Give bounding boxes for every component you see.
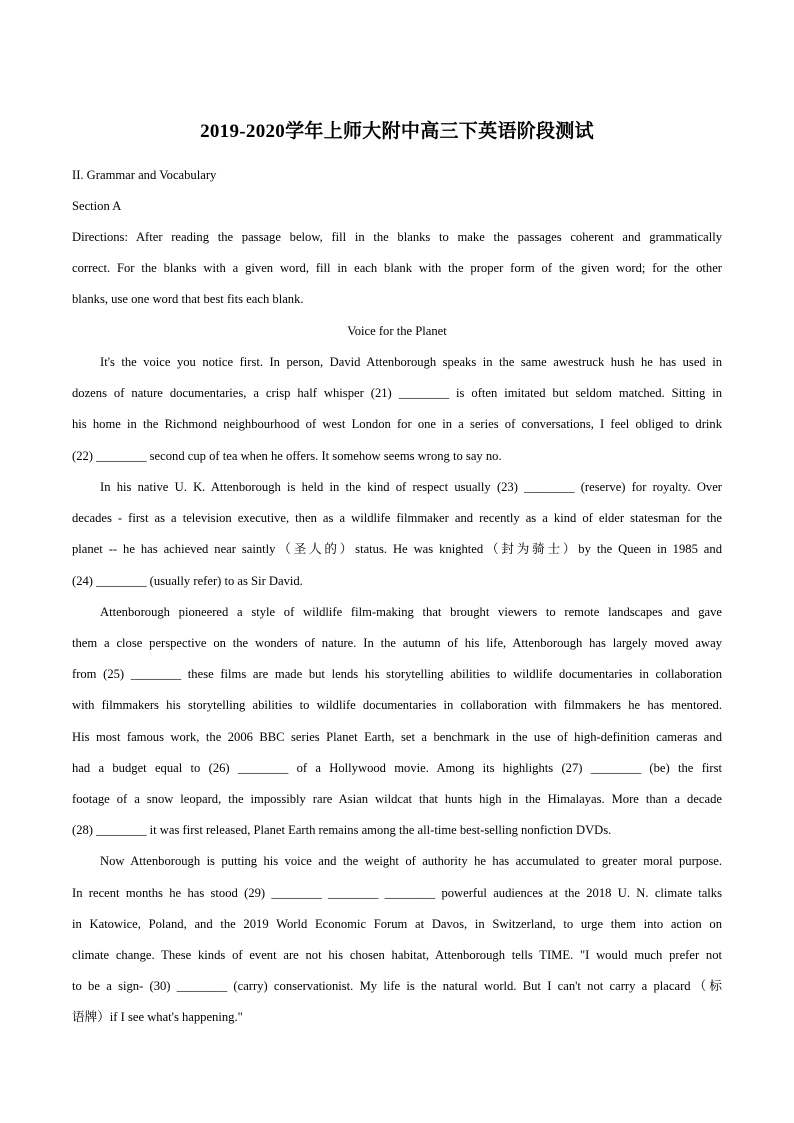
passage-line: climate change. These kinds of event are not his chosen habitat, Attenborough tells TIME. "I would much prefer not — [72, 948, 722, 962]
passage-line: had a budget equal to (26) ________ of a Hollywood movie. Among its highlights (27) ________ (be) the first — [72, 761, 722, 775]
passage-line: Attenborough pioneered a style of wildlife film-making that brought viewers to remote landscapes and gave — [100, 605, 722, 619]
passage-line: his home in the Richmond neighbourhood of west London for one in a series of conversations, I feel obliged to drink — [72, 417, 722, 431]
passage-line: Now Attenborough is putting his voice and the weight of authority he has accumulated to greater moral purpose. — [100, 854, 722, 868]
passage-line: dozens of nature documentaries, a crisp half whisper (21) ________ is often imitated but seldom matched. Sitting in — [72, 386, 722, 400]
directions-line: Directions: After reading the passage below, fill in the blanks to make the passages coherent and grammatically — [72, 230, 722, 244]
passage-line: to be a sign- (30) ________ (carry) conservationist. My life is the natural world. But I can't not carry a placard（标 — [72, 979, 722, 993]
passage-line: In his native U. K. Attenborough is held in the kind of respect usually (23) ________ (reserve) for royalty. Over — [100, 480, 722, 494]
passage-line: (28) ________ it was first released, Planet Earth remains among the all-time best-selling nonfiction DVDs. — [72, 823, 612, 837]
passage-line: (22) ________ second cup of tea when he offers. It somehow seems wrong to say no. — [72, 449, 502, 463]
page-title: 2019-2020学年上师大附中高三下英语阶段测试 — [200, 121, 594, 142]
passage-line: decades - first as a television executive, then as a wildlife filmmaker and recently as a kind of elder statesman for the — [72, 511, 722, 525]
passage-line: 语牌）if I see what's happening." — [72, 1010, 243, 1024]
passage-line: (24) ________ (usually refer) to as Sir David. — [72, 574, 303, 588]
passage-title: Voice for the Planet — [347, 324, 447, 338]
passage-line: footage of a snow leopard, the impossibly rare Asian wildcat that hunts high in the Himalayas. More than a decade — [72, 792, 722, 806]
section-heading: II. Grammar and Vocabulary — [72, 168, 217, 182]
passage-line: from (25) ________ these films are made but lends his storytelling abilities to wildlife documentaries in collaboration — [72, 667, 722, 681]
passage-line: them a close perspective on the wonders of nature. In the autumn of his life, Attenborough has largely moved away — [72, 636, 722, 650]
directions-line: blanks, use one word that best fits each blank. — [72, 292, 304, 306]
directions-line: correct. For the blanks with a given word, fill in each blank with the proper form of the given word; for the other — [72, 261, 722, 275]
passage-line: in Katowice, Poland, and the 2019 World Economic Forum at Davos, in Switzerland, to urge them into action on — [72, 917, 722, 931]
passage-line: In recent months he has stood (29) ________ ________ ________ powerful audiences at the 2018 U. N. climate talks — [72, 886, 722, 900]
passage-line: with filmmakers his storytelling abilities to wildlife documentaries in collaboration with filmmakers he has mentored. — [72, 698, 722, 712]
passage-line: planet -- he has achieved near saintly（圣人的）status. He was knighted（封为骑士）by the Queen in 1985 and — [72, 542, 722, 556]
passage-line: It's the voice you notice first. In person, David Attenborough speaks in the same awestruck hush he has used in — [100, 355, 722, 369]
passage-line: His most famous work, the 2006 BBC series Planet Earth, set a benchmark in the use of high-definition cameras and — [72, 730, 722, 744]
subsection-heading: Section A — [72, 199, 122, 213]
